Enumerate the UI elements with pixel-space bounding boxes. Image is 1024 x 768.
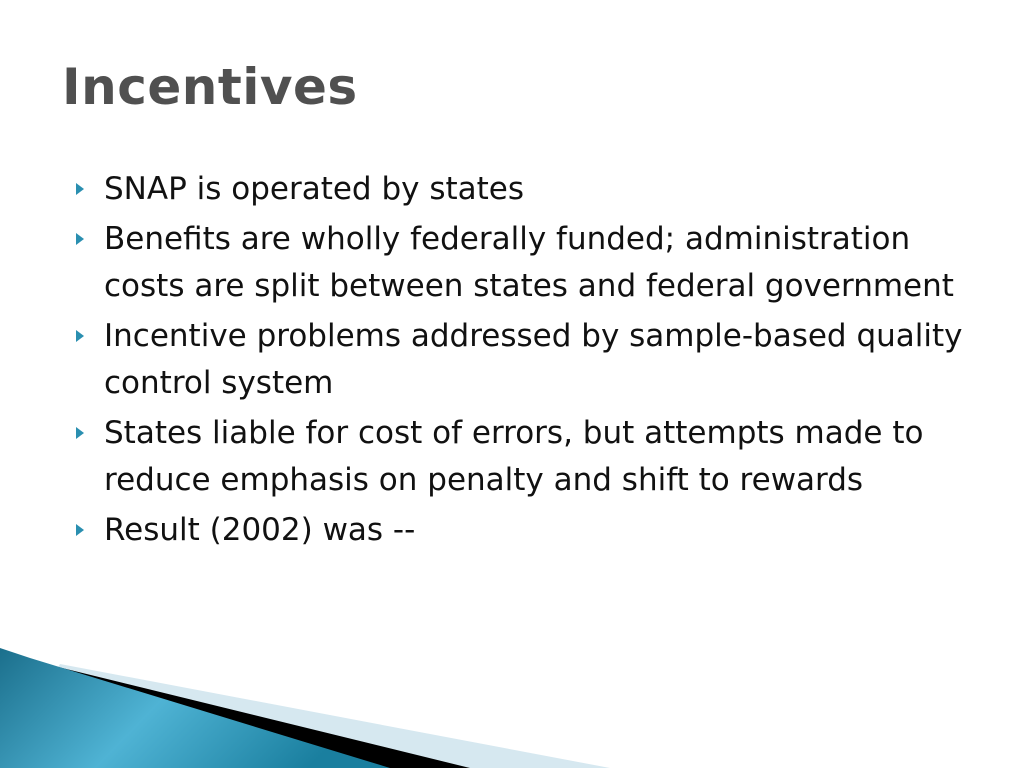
bullet-item xyxy=(76,166,976,213)
bullet-item xyxy=(76,410,976,504)
bullet-text: Incentive problems addressed by sample-based quality control system xyxy=(104,318,963,401)
bullet-arrow-icon xyxy=(76,183,84,195)
bullet-text: SNAP is operated by states xyxy=(104,171,525,207)
bullet-item xyxy=(76,313,976,407)
corner-decoration xyxy=(0,630,1024,768)
bullet-text: Result (2002) was -- xyxy=(104,512,416,548)
slide-title: Incentives xyxy=(62,58,358,116)
bullet-arrow-icon xyxy=(76,427,84,439)
bullet-arrow-icon xyxy=(76,524,84,536)
bullet-arrow-icon xyxy=(76,330,84,342)
bullet-text: States liable for cost of errors, but attempts made to reduce emphasis on penalty and shift to rewards xyxy=(104,415,924,498)
bullet-item xyxy=(76,507,976,554)
bullet-text: Benefits are wholly federally funded; administration costs are split between states and federal government xyxy=(104,221,954,304)
bullet-item xyxy=(76,216,976,310)
bullet-arrow-icon xyxy=(76,233,84,245)
bullet-list xyxy=(76,166,976,557)
